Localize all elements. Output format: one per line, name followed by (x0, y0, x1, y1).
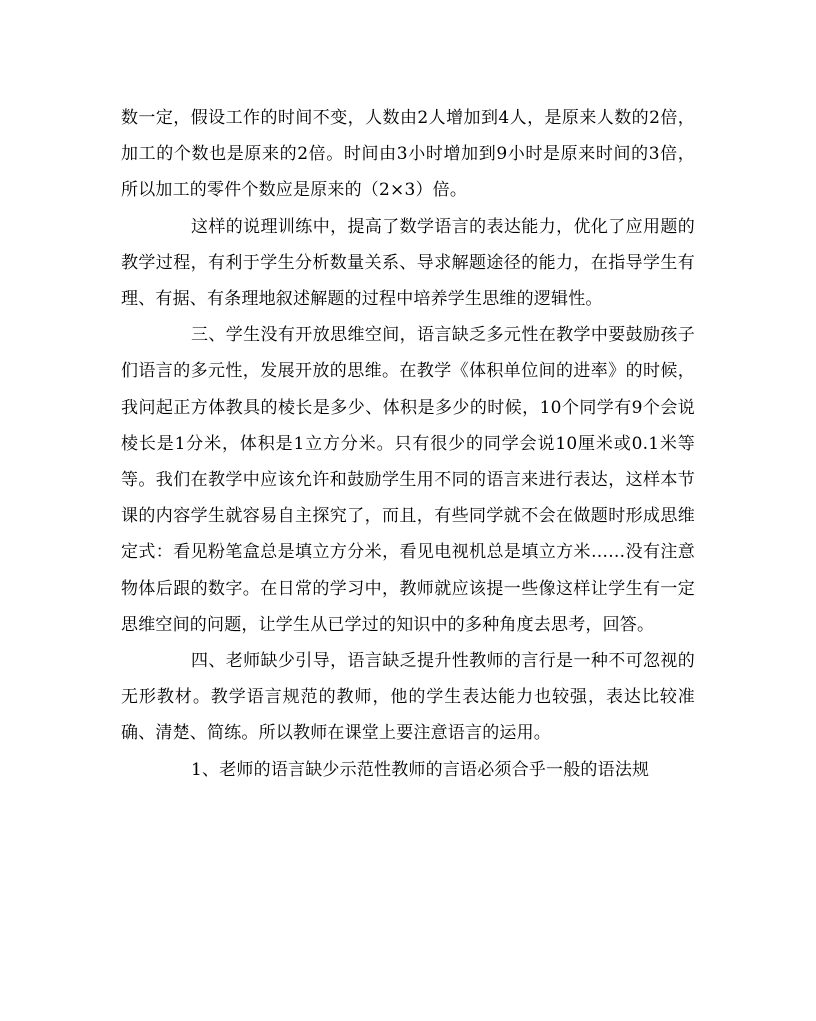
paragraph-5: 1、老师的语言缺少示范性教师的言语必须合乎一般的语法规 (191, 759, 650, 780)
paragraph-3: 三、学生没有开放思维空间，语言缺乏多元性在教学中要鼓励孩子们语言的多元性，发展开放的思维。在教学《体积单位间的进率》的时候，我问起正方体教具的棱长是多少、体积是多少的时候，10个同学有9个会说棱长是1分米，体积是1立方分米。只有很少的同学会说10厘米或0.1米等等。我们在教学中应该允许和鼓励学生用不同的语言来进行表达，这样本节课的内容学生就容易自主探究了，而且，有些同学就不会在做题时形成思维定式：看见粉笔盒总是填立方分米，看见电视机总是填立方米……没有注意物体后跟的数字。在日常的学习中，教师就应该提一些像这样让学生有一定思维空间的问题，让学生从已学过的知识中的多种角度去思考，回答。 (121, 325, 695, 635)
paragraph-1: 数一定，假设工作的时间不变，人数由2人增加到4人，是原来人数的2倍，加工的个数也是原来的2倍。时间由3小时增加到9小时是原来时间的3倍，所以加工的零件个数应是原来的（2×3）倍。 (121, 108, 695, 201)
paragraph-2: 这样的说理训练中，提高了数学语言的表达能力，优化了应用题的教学过程，有利于学生分析数量关系、导求解题途径的能力，在指导学生有理、有据、有条理地叙述解题的过程中培养学生思维的逻辑性。 (121, 216, 695, 310)
document-body (121, 100, 695, 788)
paragraph-4: 四、老师缺少引导，语言缺乏提升性教师的言行是一种不可忽视的无形教材。教学语言规范的教师，他的学生表达能力也较强，表达比较准确、清楚、简练。所以教师在课堂上要注意语言的运用。 (121, 651, 695, 744)
